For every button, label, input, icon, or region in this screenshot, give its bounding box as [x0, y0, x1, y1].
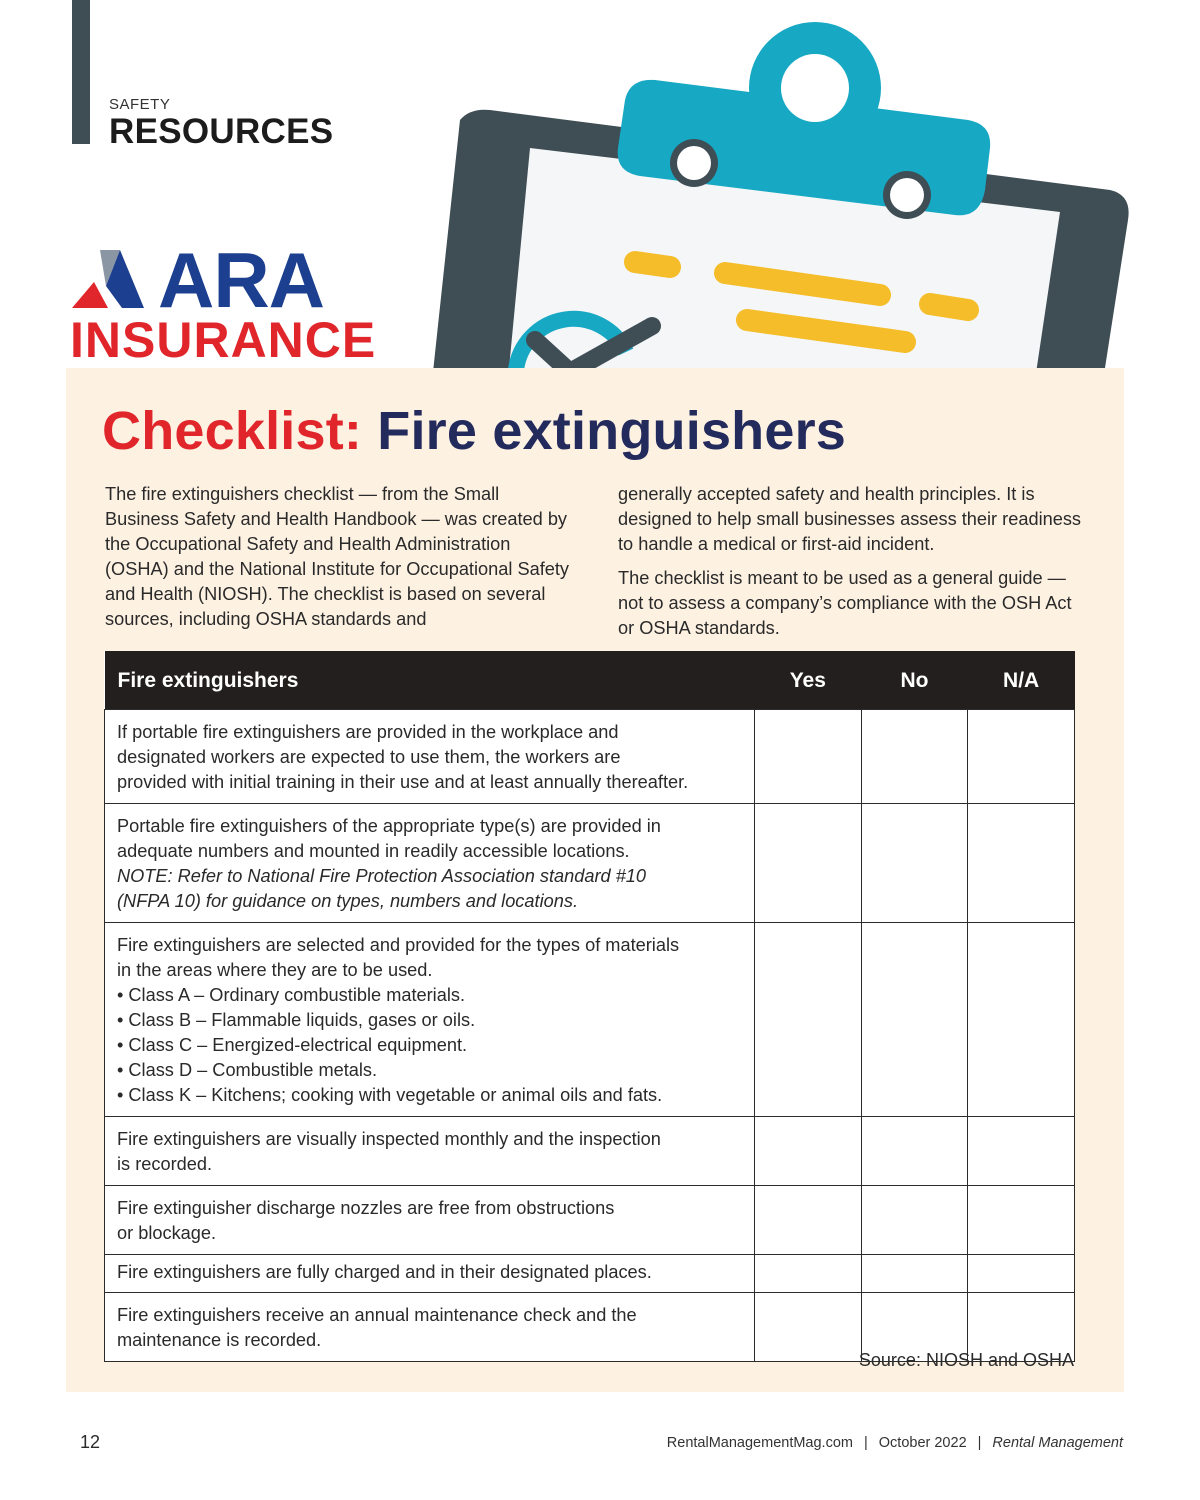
page-footer	[667, 1435, 1123, 1451]
section-title: RESOURCES	[109, 112, 334, 151]
yes-checkbox-cell[interactable]	[754, 923, 861, 1117]
no-checkbox-cell[interactable]	[861, 923, 968, 1117]
row-line: Fire extinguishers are selected and provided for the types of materials	[117, 935, 680, 955]
table-row	[105, 1117, 1075, 1186]
row-line: is recorded.	[117, 1154, 213, 1174]
row-item-text	[105, 1293, 755, 1362]
no-checkbox-cell[interactable]	[861, 1117, 968, 1186]
row-note: (NFPA 10) for guidance on types, numbers and locations.	[117, 891, 578, 911]
headline-main: Fire extinguishers	[377, 401, 847, 461]
intro-column-right	[618, 482, 1086, 650]
row-bullet: • Class C – Energized-electrical equipment.	[117, 1035, 468, 1055]
row-item-text	[105, 804, 755, 923]
row-line: If portable fire extinguishers are provided in the workplace and	[117, 722, 619, 742]
clipboard-checklist-icon	[420, 0, 1140, 370]
row-item-text	[105, 923, 755, 1117]
yes-checkbox-cell[interactable]	[754, 1117, 861, 1186]
na-checkbox-cell[interactable]	[968, 710, 1075, 804]
footer-separator: |	[863, 1435, 868, 1451]
table-row	[105, 923, 1075, 1117]
yes-checkbox-cell[interactable]	[754, 804, 861, 923]
intro-column-left	[105, 482, 573, 641]
header-accent-bar	[72, 0, 90, 144]
no-checkbox-cell[interactable]	[861, 1186, 968, 1255]
row-line: designated workers are expected to use them, the workers are	[117, 747, 621, 767]
section-kicker: SAFETY	[109, 96, 171, 113]
intro-paragraph: The fire extinguishers checklist — from the Small Business Safety and Health Handbook — was created by the Occupational Safety and Health Administration (OSHA) and the National Institute for Occupational Safety and Health (NIOSH). The checklist is based on several sources, including OSHA standards and	[105, 484, 570, 629]
row-item-text	[105, 1117, 755, 1186]
row-line: Fire extinguishers are visually inspected monthly and the inspection	[117, 1129, 661, 1149]
headline-prefix: Checklist:	[102, 401, 363, 461]
row-line: maintenance is recorded.	[117, 1330, 322, 1350]
table-row	[105, 804, 1075, 923]
table-header-row	[105, 651, 1075, 710]
row-line: Fire extinguishers are fully charged and in their designated places.	[117, 1262, 652, 1282]
row-item-text	[105, 710, 755, 804]
footer-publication: Rental Management	[992, 1435, 1123, 1451]
row-item-text	[105, 1255, 755, 1293]
row-line: in the areas where they are to be used.	[117, 960, 433, 980]
na-checkbox-cell[interactable]	[968, 804, 1075, 923]
footer-site: RentalManagementMag.com	[666, 1435, 853, 1451]
row-note: NOTE: Refer to National Fire Protection Association standard #10	[117, 866, 647, 886]
source-credit: Source: NIOSH and OSHA	[858, 1350, 1074, 1370]
header-item: Fire extinguishers	[105, 651, 755, 710]
table-row	[105, 710, 1075, 804]
na-checkbox-cell[interactable]	[968, 1117, 1075, 1186]
yes-checkbox-cell[interactable]	[754, 1186, 861, 1255]
intro-paragraph: generally accepted safety and health principles. It is designed to help small businesses assess their readiness to handle a medical or first-aid incident.	[618, 484, 1082, 554]
table-row	[105, 1186, 1075, 1255]
page-number: 12	[80, 1432, 101, 1452]
ara-insurance-logo	[70, 236, 390, 368]
row-line: Fire extinguisher discharge nozzles are free from obstructions	[117, 1198, 615, 1218]
yes-checkbox-cell[interactable]	[754, 1255, 861, 1293]
row-bullet: • Class K – Kitchens; cooking with vegetable or animal oils and fats.	[117, 1085, 663, 1105]
row-line: adequate numbers and mounted in readily accessible locations.	[117, 841, 630, 861]
footer-separator: |	[977, 1435, 982, 1451]
row-line: or blockage.	[117, 1223, 217, 1243]
ara-logo-mark-icon	[72, 246, 154, 308]
na-checkbox-cell[interactable]	[968, 1255, 1075, 1293]
row-line: provided with initial training in their use and at least annually thereafter.	[117, 772, 689, 792]
logo-insurance-text: INSURANCE	[70, 312, 377, 368]
yes-checkbox-cell[interactable]	[754, 710, 861, 804]
footer-issue: October 2022	[878, 1435, 967, 1451]
row-bullet: • Class B – Flammable liquids, gases or oils.	[117, 1010, 476, 1030]
fire-extinguisher-checklist-table	[104, 651, 1075, 1362]
no-checkbox-cell[interactable]	[861, 1255, 968, 1293]
logo-ara-text: ARA	[158, 236, 324, 324]
row-item-text	[105, 1186, 755, 1255]
row-line: Fire extinguishers receive an annual maintenance check and the	[117, 1305, 637, 1325]
article-headline	[102, 400, 846, 462]
row-bullet: • Class A – Ordinary combustible materials.	[117, 985, 466, 1005]
header-na: N/A	[968, 651, 1075, 710]
no-checkbox-cell[interactable]	[861, 804, 968, 923]
intro-paragraph: The checklist is meant to be used as a general guide — not to assess a company’s compliance with the OSH Act or OSHA standards.	[618, 568, 1072, 638]
header-no: No	[861, 651, 968, 710]
table-row	[105, 1255, 1075, 1293]
na-checkbox-cell[interactable]	[968, 923, 1075, 1117]
row-line: Portable fire extinguishers of the appropriate type(s) are provided in	[117, 816, 661, 836]
header-yes: Yes	[754, 651, 861, 710]
no-checkbox-cell[interactable]	[861, 710, 968, 804]
row-bullet: • Class D – Combustible metals.	[117, 1060, 378, 1080]
yes-checkbox-cell[interactable]	[754, 1293, 861, 1362]
na-checkbox-cell[interactable]	[968, 1186, 1075, 1255]
